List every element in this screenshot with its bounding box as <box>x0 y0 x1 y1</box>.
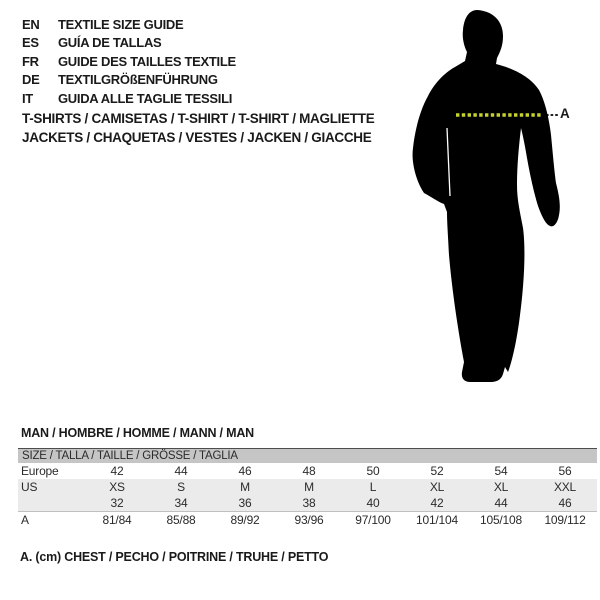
cell: 44 <box>494 496 508 510</box>
cell: M <box>240 480 250 494</box>
cell: 56 <box>558 464 572 478</box>
language-list <box>22 16 236 108</box>
cell: 42 <box>430 496 444 510</box>
table-row-us <box>18 479 597 495</box>
language-code: IT <box>22 90 33 106</box>
category-tshirts: T-SHIRTS / CAMISETAS / T-SHIRT / T-SHIRT / MAGLIETTE <box>22 111 375 126</box>
cell: 105/108 <box>480 513 522 527</box>
cell: XL <box>493 480 509 494</box>
size-table <box>18 448 597 528</box>
cell: 54 <box>494 464 508 478</box>
cell: 46 <box>238 464 252 478</box>
cell: XL <box>429 480 445 494</box>
category-jackets: JACKETS / CHAQUETAS / VESTES / JACKEN / GIACCHE <box>22 129 372 145</box>
language-code: FR <box>22 53 39 69</box>
row-label: A <box>21 513 29 527</box>
language-label: GUÍA DE TALLAS <box>58 35 162 51</box>
cell: 85/88 <box>166 513 196 527</box>
language-row-it <box>22 90 236 108</box>
row-label <box>18 495 85 511</box>
language-label: GUIDA ALLE TAGLIE TESSILI <box>58 90 233 106</box>
cell: XS <box>109 480 125 494</box>
cell: 97/100 <box>355 513 391 527</box>
cell: 81/84 <box>102 513 132 527</box>
cell: 32 <box>110 496 124 510</box>
language-row-en <box>22 16 236 34</box>
table-row-us-numeric <box>18 495 597 512</box>
language-row-de <box>22 71 236 89</box>
cell: 46 <box>558 496 572 510</box>
measure-label-a: A <box>560 106 570 121</box>
cell: 36 <box>238 496 252 510</box>
language-code: EN <box>22 17 40 32</box>
language-code: ES <box>22 35 39 51</box>
language-row-fr <box>22 53 236 71</box>
language-code: DE <box>22 72 40 88</box>
table-row-chest-a <box>18 512 597 528</box>
language-label: TEXTILGRÖßENFÜHRUNG <box>58 72 218 88</box>
cell: L <box>369 480 377 494</box>
language-label: GUIDE DES TAILLES TEXTILE <box>58 53 236 69</box>
cell: M <box>304 480 314 494</box>
language-row-es <box>22 34 236 52</box>
cell: 50 <box>366 464 380 478</box>
cell: 34 <box>174 496 188 510</box>
size-table-header: SIZE / TALLA / TAILLE / GRÖSSE / TAGLIA <box>18 449 597 463</box>
cell: S <box>177 480 185 494</box>
row-label: Europe <box>21 464 59 478</box>
garment-categories <box>22 110 374 147</box>
table-row-europe <box>18 463 597 479</box>
cell: 109/112 <box>544 513 586 527</box>
cell: 48 <box>302 464 316 478</box>
cell: 101/104 <box>416 513 458 527</box>
cell: 42 <box>110 464 124 478</box>
cell: 40 <box>366 496 380 510</box>
section-title-man: MAN / HOMBRE / HOMME / MANN / MAN <box>21 426 254 440</box>
footnote-chest: A. (cm) CHEST / PECHO / POITRINE / TRUHE / PETTO <box>20 550 329 564</box>
cell: XXL <box>553 480 577 494</box>
cell: 44 <box>174 464 188 478</box>
row-label: US <box>21 480 38 494</box>
language-label: TEXTILE SIZE GUIDE <box>58 17 184 32</box>
man-silhouette-svg <box>400 5 585 390</box>
cell: 38 <box>302 496 316 510</box>
cell: 89/92 <box>230 513 260 527</box>
cell: 93/96 <box>294 513 324 527</box>
man-silhouette-path <box>413 10 560 382</box>
man-silhouette-figure <box>400 5 585 390</box>
cell: 52 <box>430 464 444 478</box>
